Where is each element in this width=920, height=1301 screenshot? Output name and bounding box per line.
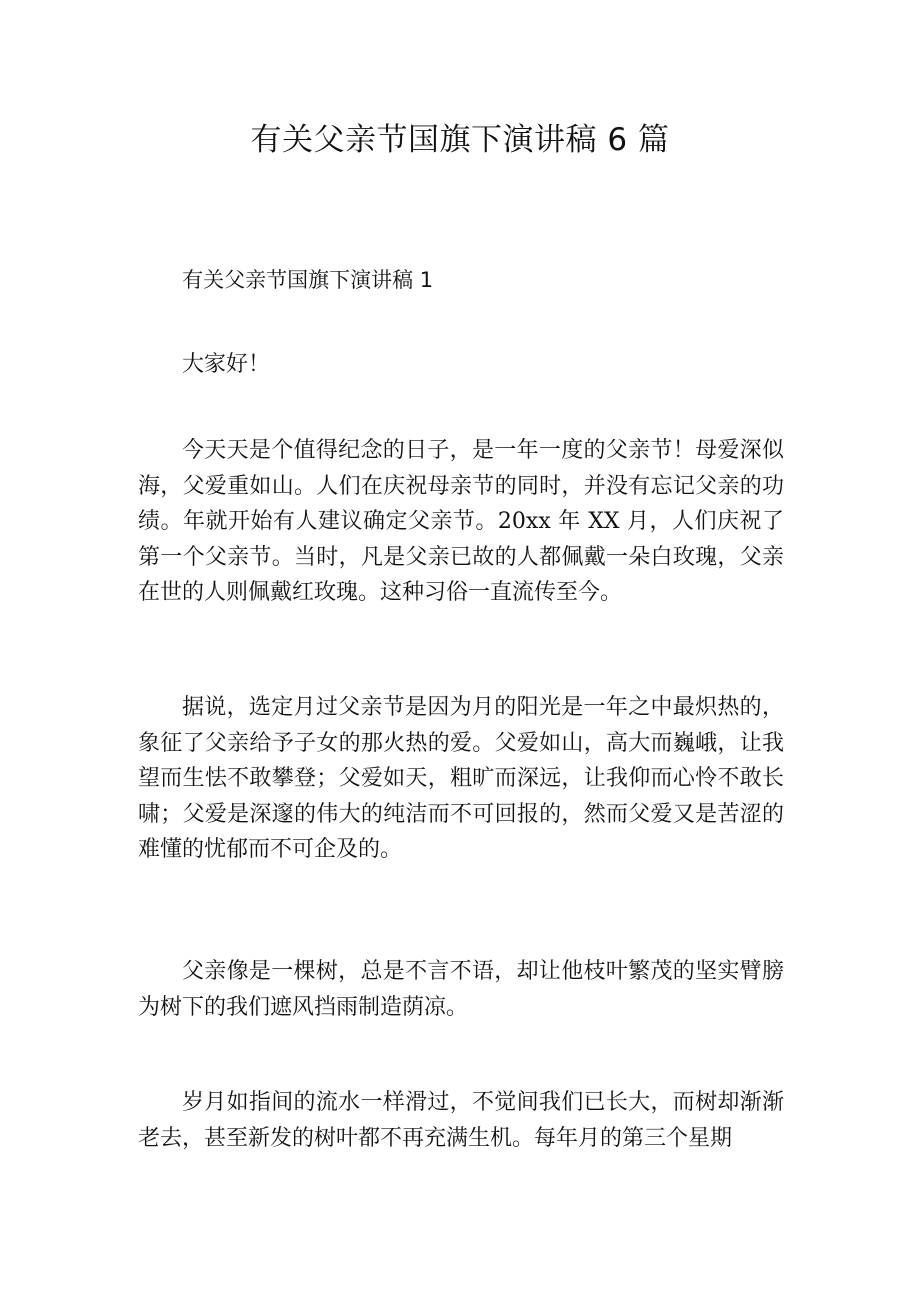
section-heading: 有关父亲节国旗下演讲稿 1 [182, 268, 434, 292]
paragraph-3: 父亲像是一棵树，总是不言不语，却让他枝叶繁茂的坚实臂膀为树下的我们遮风挡雨制造荫凉。 [138, 959, 784, 1020]
paragraph-1: 今天天是个值得纪念的日子，是一年一度的父亲节！母爱深似海，父爱重如山。人们在庆祝母亲节的同时，并没有忘记父亲的功绩。年就开始有人建议确定父亲节。20xx 年 XX 月，人们庆祝了第一个父亲节。当时，凡是父亲已故的人都佩戴一朵白玫瑰，父亲在世的人则佩戴红玫瑰。这种习俗一直流传至今。 [138, 438, 784, 605]
paragraph-2: 据说，选定月过父亲节是因为月的阳光是一年之中最炽热的，象征了父亲给予子女的那火热的爱。父爱如山，高大而巍峨，让我望而生怯不敢攀登；父爱如天，粗旷而深远，让我仰而心怜不敢长啸；父爱是深邃的伟大的纯洁而不可回报的，然而父爱又是苦涩的难懂的忧郁而不可企及的。 [138, 695, 784, 862]
document-title: 有关父亲节国旗下演讲稿 6 篇 [250, 122, 670, 158]
paragraph-4: 岁月如指间的流水一样滑过，不觉间我们已长大，而树却渐渐老去，甚至新发的树叶都不再充满生机。每年月的第三个星期 [138, 1090, 784, 1151]
paragraph-greeting: 大家好！ [182, 352, 271, 377]
